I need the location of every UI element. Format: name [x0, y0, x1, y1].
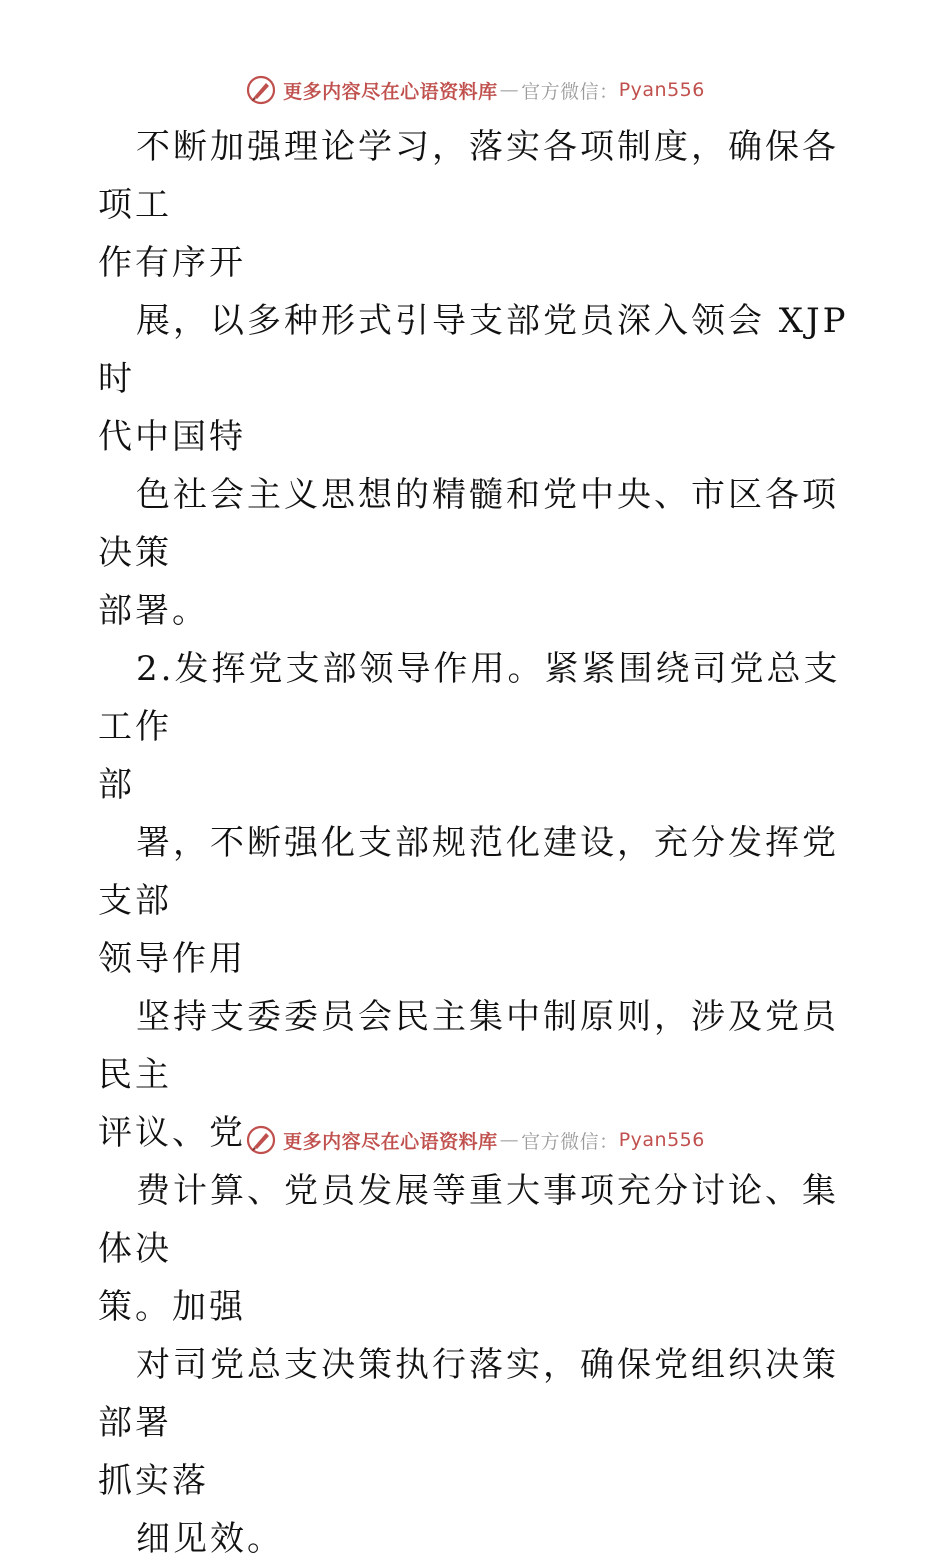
- watermark-separator: —: [499, 79, 520, 101]
- footer-watermark: [0, 1120, 950, 1160]
- body-line: 不断加强理论学习，落实各项制度，确保各项工: [98, 127, 839, 225]
- document-body: [98, 118, 858, 1568]
- watermark-wechat-id: Pyan556: [618, 79, 705, 101]
- watermark-site-text: 更多内容尽在心语资料库: [283, 80, 498, 103]
- body-line: 细见效。: [136, 1519, 284, 1559]
- watermark-site-text: 更多内容尽在心语资料库: [283, 1130, 498, 1153]
- watermark-wechat-label: 官方微信：: [521, 1130, 619, 1153]
- body-line: 抓实落: [98, 1461, 209, 1501]
- quill-pen-logo-icon: [245, 1124, 277, 1156]
- body-line: 代中国特: [98, 417, 246, 457]
- body-line: 坚持支委委员会民主集中制原则，涉及党员民主: [98, 997, 839, 1095]
- body-line: 作有序开: [98, 243, 246, 283]
- body-line: 部: [98, 765, 135, 805]
- body-line: 部署。: [98, 591, 209, 631]
- body-line: 评议、党: [98, 1113, 246, 1153]
- header-watermark: [0, 70, 950, 110]
- body-line: 领导作用: [98, 939, 246, 979]
- watermark-separator: —: [499, 1129, 520, 1151]
- body-line: 对司党总支决策执行落实，确保党组织决策部署: [98, 1345, 839, 1443]
- body-line: 费计算、党员发展等重大事项充分讨论、集体决: [98, 1171, 839, 1269]
- body-line: 展，以多种形式引导支部党员深入领会 XJP 时: [98, 301, 849, 399]
- watermark-wechat-id: Pyan556: [618, 1129, 705, 1151]
- watermark-wechat-label: 官方微信：: [521, 80, 619, 103]
- body-line: 2.发挥党支部领导作用。紧紧围绕司党总支工作: [98, 649, 841, 747]
- body-line: 色社会主义思想的精髓和党中央、市区各项决策: [98, 475, 839, 573]
- body-line: 署，不断强化支部规范化建设，充分发挥党支部: [98, 823, 839, 921]
- body-line: 策。加强: [98, 1287, 246, 1327]
- quill-pen-logo-icon: [245, 74, 277, 106]
